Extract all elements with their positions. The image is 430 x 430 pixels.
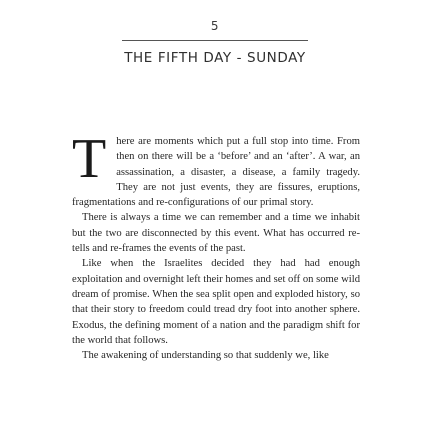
chapter-body (72, 128, 360, 363)
paragraph-1 (72, 128, 360, 210)
chapter-number: 5 (210, 19, 220, 33)
paragraph-2: There is always a time we can remember and a time we inhabit but the two are disconnected by this event. What has occurred re-tells and re-frames the events of the past. (72, 212, 360, 255)
chapter-title: THE FIFTH DAY - SUNDAY (124, 50, 306, 66)
drop-cap: T (72, 128, 107, 190)
paragraph-1-text: here are moments which put a full stop into time. From then on there will be a ‘before’ and an ‘after’. A war, an assassination, a disaster, a disease, a family tragedy. They are not just events, they are fissures, eruptions, fragmentations and re-configurations of our primal story. (72, 136, 360, 209)
paragraph-4: The awakening of understanding so that suddenly we, like (82, 350, 329, 362)
chapter-divider (122, 40, 308, 41)
chapter-header (0, 17, 430, 67)
paragraph-3: Like when the Israelites decided they had had enough exploitation and overnight left their homes and set off on some wild dream of promise. When the sea split open and exploded history, so that their story to freedom could tread dry foot into another sphere. Exodus, the defining moment of a nation and the paradigm shift for the world that follows. (72, 258, 360, 346)
